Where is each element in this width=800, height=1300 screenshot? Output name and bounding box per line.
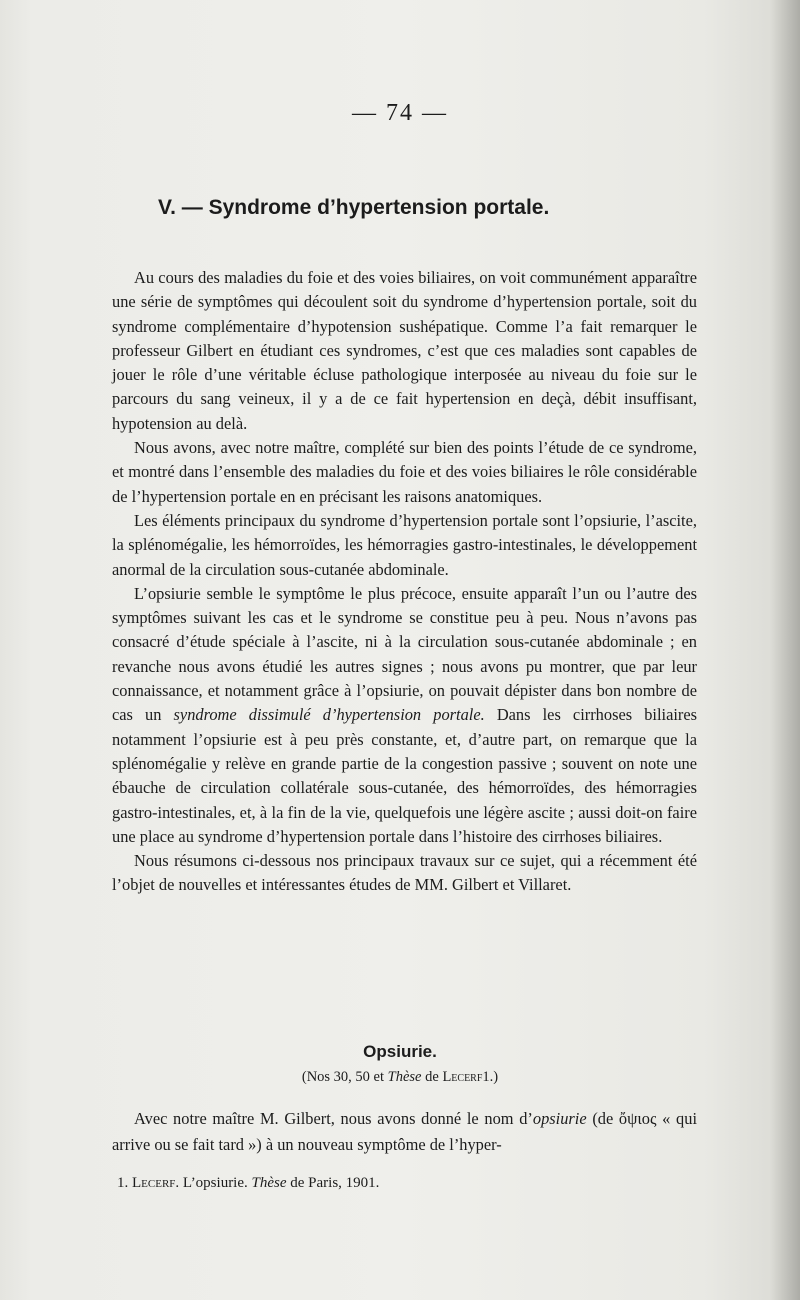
paragraph-1: Au cours des maladies du foie et des voies biliaires, on voit communément apparaître une série de symptômes qui découlent soit du syndrome d’hypertension portale, soit du syndrome complémentaire d’hypotension sushépatique. Comme l’a fait remarquer le professeur Gilbert en étudiant ces syndromes, c’est que ces maladies sont capables de jouer le rôle d’une véritable écluse pathologique interposée au niveau du foie sur le parcours du sang veineux, il y a de ce fait hypertension en deçà, débit insuffisant, hypotension au delà. bbox=[112, 268, 697, 433]
reference-italic: Thèse bbox=[387, 1069, 422, 1085]
subsection-text bbox=[112, 1106, 697, 1158]
reference-mid: de bbox=[421, 1069, 443, 1085]
footnote-italic: Thèse bbox=[251, 1175, 287, 1191]
footnote-rest: de Paris, 1901. bbox=[286, 1175, 380, 1191]
paragraph-6 bbox=[112, 1106, 697, 1158]
reference-suffix: 1.) bbox=[482, 1069, 499, 1085]
reference-prefix: (Nos 30, 50 et bbox=[301, 1069, 388, 1085]
page-number: — 74 — bbox=[352, 100, 448, 126]
section-title: V. — Syndrome d’hypertension portale. bbox=[158, 196, 550, 219]
paragraph-6-text-a: Avec notre maître M. Gilbert, nous avons donné le nom d’ bbox=[134, 1109, 533, 1128]
paragraph-6-italic: opsiurie bbox=[532, 1109, 587, 1128]
footnote-author: Lecerf bbox=[132, 1175, 176, 1191]
paragraph-5: Nous résumons ci-dessous nos principaux travaux sur ce sujet, qui a récemment été l’objet de nouvelles et intéressantes études de MM. Gilbert et Villaret. bbox=[112, 851, 697, 895]
paragraph-3: Les éléments principaux du syndrome d’hypertension portale sont l’opsiurie, l’ascite, la splénomégalie, les hémorroïdes, les hémorragies gastro-intestinales, le développement anormal de la circulation sous-cutanée abdominale. bbox=[112, 510, 697, 579]
paragraph-4-text-b: Dans les cirrhoses biliaires notamment l’opsiurie est à peu près constante, et, d’autre part, on remarque que la splénomégalie y relève en grande partie de la congestion passive ; souvent on note une ébauche de circulation collatérale sous-cutanée, des hémorroïdes, des hémorragies gastro-intestinales, et, à la fin de la vie, quelquefois une légère ascite ; aussi doit-on faire une place au syndrome d’hypertension portale dans l’histoire des cirrhoses biliaires. bbox=[112, 705, 698, 846]
reference-author: Lecerf bbox=[442, 1069, 483, 1085]
main-text bbox=[112, 266, 697, 898]
footnote-title: . L’opsiurie. bbox=[175, 1175, 252, 1191]
paragraph-2: Nous avons, avec notre maître, complété sur bien des points l’étude de ce syndrome, et montré dans l’ensemble des maladies du foie et des voies biliaires le rôle considérable de l’hypertension portale en en précisant les raisons anatomiques. bbox=[112, 438, 697, 506]
paragraph-4-text-a: L’opsiurie semble le symptôme le plus précoce, ensuite apparaît l’un ou l’autre des symptômes suivant les cas et le syndrome se constitue peu à peu. Nous n’avons pas consacré d’étude spéciale à l’ascite, ni à la circulation sous-cutanée abdominale ; en revanche nous avons étudié les autres signes ; nous avons pu montrer, que par leur connaissance, et notamment grâce à l’opsiurie, on pouvait dépister dans bon nombre de cas un bbox=[112, 583, 697, 725]
paragraph-4 bbox=[112, 582, 697, 849]
footnote bbox=[117, 1175, 379, 1192]
subsection-reference bbox=[0, 1069, 800, 1086]
subsection-title: Opsiurie. bbox=[363, 1042, 437, 1061]
paragraph-6-text-b: (de ὄψιος « qui arrive ou se fait tard ») à un nouveau symptôme de l’hyper- bbox=[112, 1109, 698, 1154]
footnote-number: 1. bbox=[117, 1175, 132, 1191]
paragraph-4-italic: syndrome dissimulé d’hypertension portale. bbox=[173, 705, 485, 725]
